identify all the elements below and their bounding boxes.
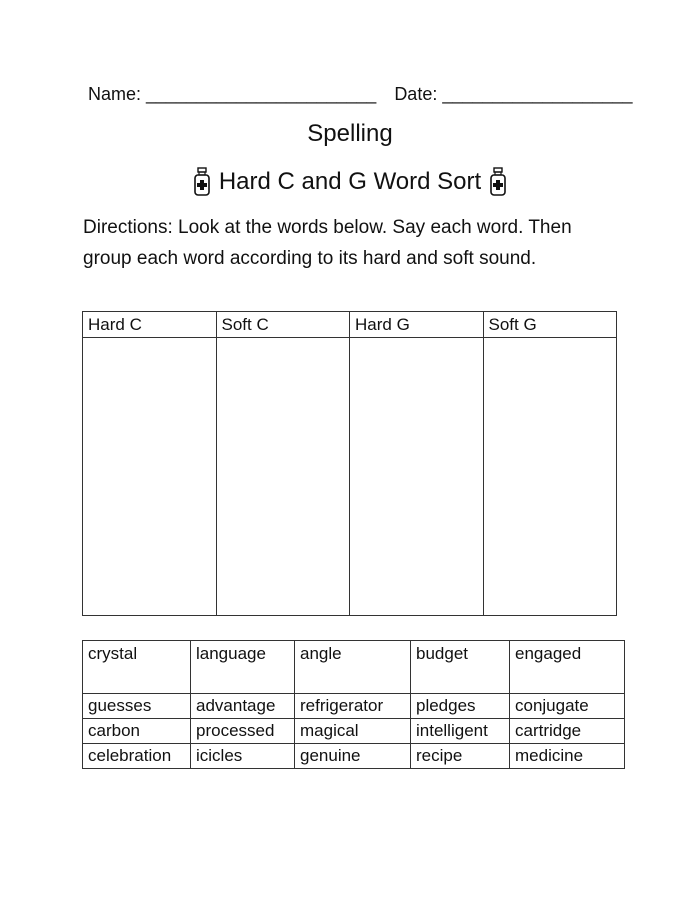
word-cell[interactable]: engaged — [510, 641, 625, 694]
word-cell[interactable]: language — [191, 641, 295, 694]
word-cell[interactable]: intelligent — [411, 719, 510, 744]
word-cell[interactable]: magical — [295, 719, 411, 744]
medicine-bottle-icon — [489, 167, 507, 197]
word-cell[interactable]: cartridge — [510, 719, 625, 744]
date-blank: ___________________ — [442, 84, 633, 104]
directions-text: Directions: Look at the words below. Say each word. Then group each word according to its hard and soft sound. — [83, 217, 572, 269]
column-header-soft-c: Soft C — [216, 312, 350, 338]
word-cell[interactable]: processed — [191, 719, 295, 744]
word-cell[interactable]: genuine — [295, 744, 411, 769]
name-blank: _______________________ — [146, 84, 377, 104]
date-label: Date: — [394, 84, 438, 104]
word-cell[interactable]: crystal — [83, 641, 191, 694]
answer-cell-hard-g[interactable] — [350, 338, 484, 616]
page-title: Spelling — [307, 120, 393, 147]
word-cell[interactable]: icicles — [191, 744, 295, 769]
sort-table — [82, 311, 617, 616]
word-bank-row — [83, 744, 625, 769]
word-cell[interactable]: pledges — [411, 694, 510, 719]
name-label: Name: — [88, 84, 142, 104]
word-cell[interactable]: refrigerator — [295, 694, 411, 719]
answer-cell-soft-c[interactable] — [216, 338, 350, 616]
column-header-soft-g: Soft G — [483, 312, 617, 338]
word-cell[interactable]: advantage — [191, 694, 295, 719]
worksheet-subtitle — [0, 167, 700, 197]
word-bank-table — [82, 640, 625, 769]
word-cell[interactable]: angle — [295, 641, 411, 694]
word-cell[interactable]: medicine — [510, 744, 625, 769]
word-cell[interactable]: carbon — [83, 719, 191, 744]
word-cell[interactable]: conjugate — [510, 694, 625, 719]
header-line — [88, 84, 633, 105]
word-cell[interactable]: recipe — [411, 744, 510, 769]
word-cell[interactable]: budget — [411, 641, 510, 694]
answer-cell-soft-g[interactable] — [483, 338, 617, 616]
word-cell[interactable]: guesses — [83, 694, 191, 719]
column-header-hard-c: Hard C — [83, 312, 217, 338]
word-cell[interactable]: celebration — [83, 744, 191, 769]
word-bank-row — [83, 694, 625, 719]
column-header-hard-g: Hard G — [350, 312, 484, 338]
subtitle-text: Hard C and G Word Sort — [218, 168, 482, 195]
word-bank-row — [83, 641, 625, 694]
medicine-bottle-icon — [193, 167, 211, 197]
answer-cell-hard-c[interactable] — [83, 338, 217, 616]
word-bank-row — [83, 719, 625, 744]
